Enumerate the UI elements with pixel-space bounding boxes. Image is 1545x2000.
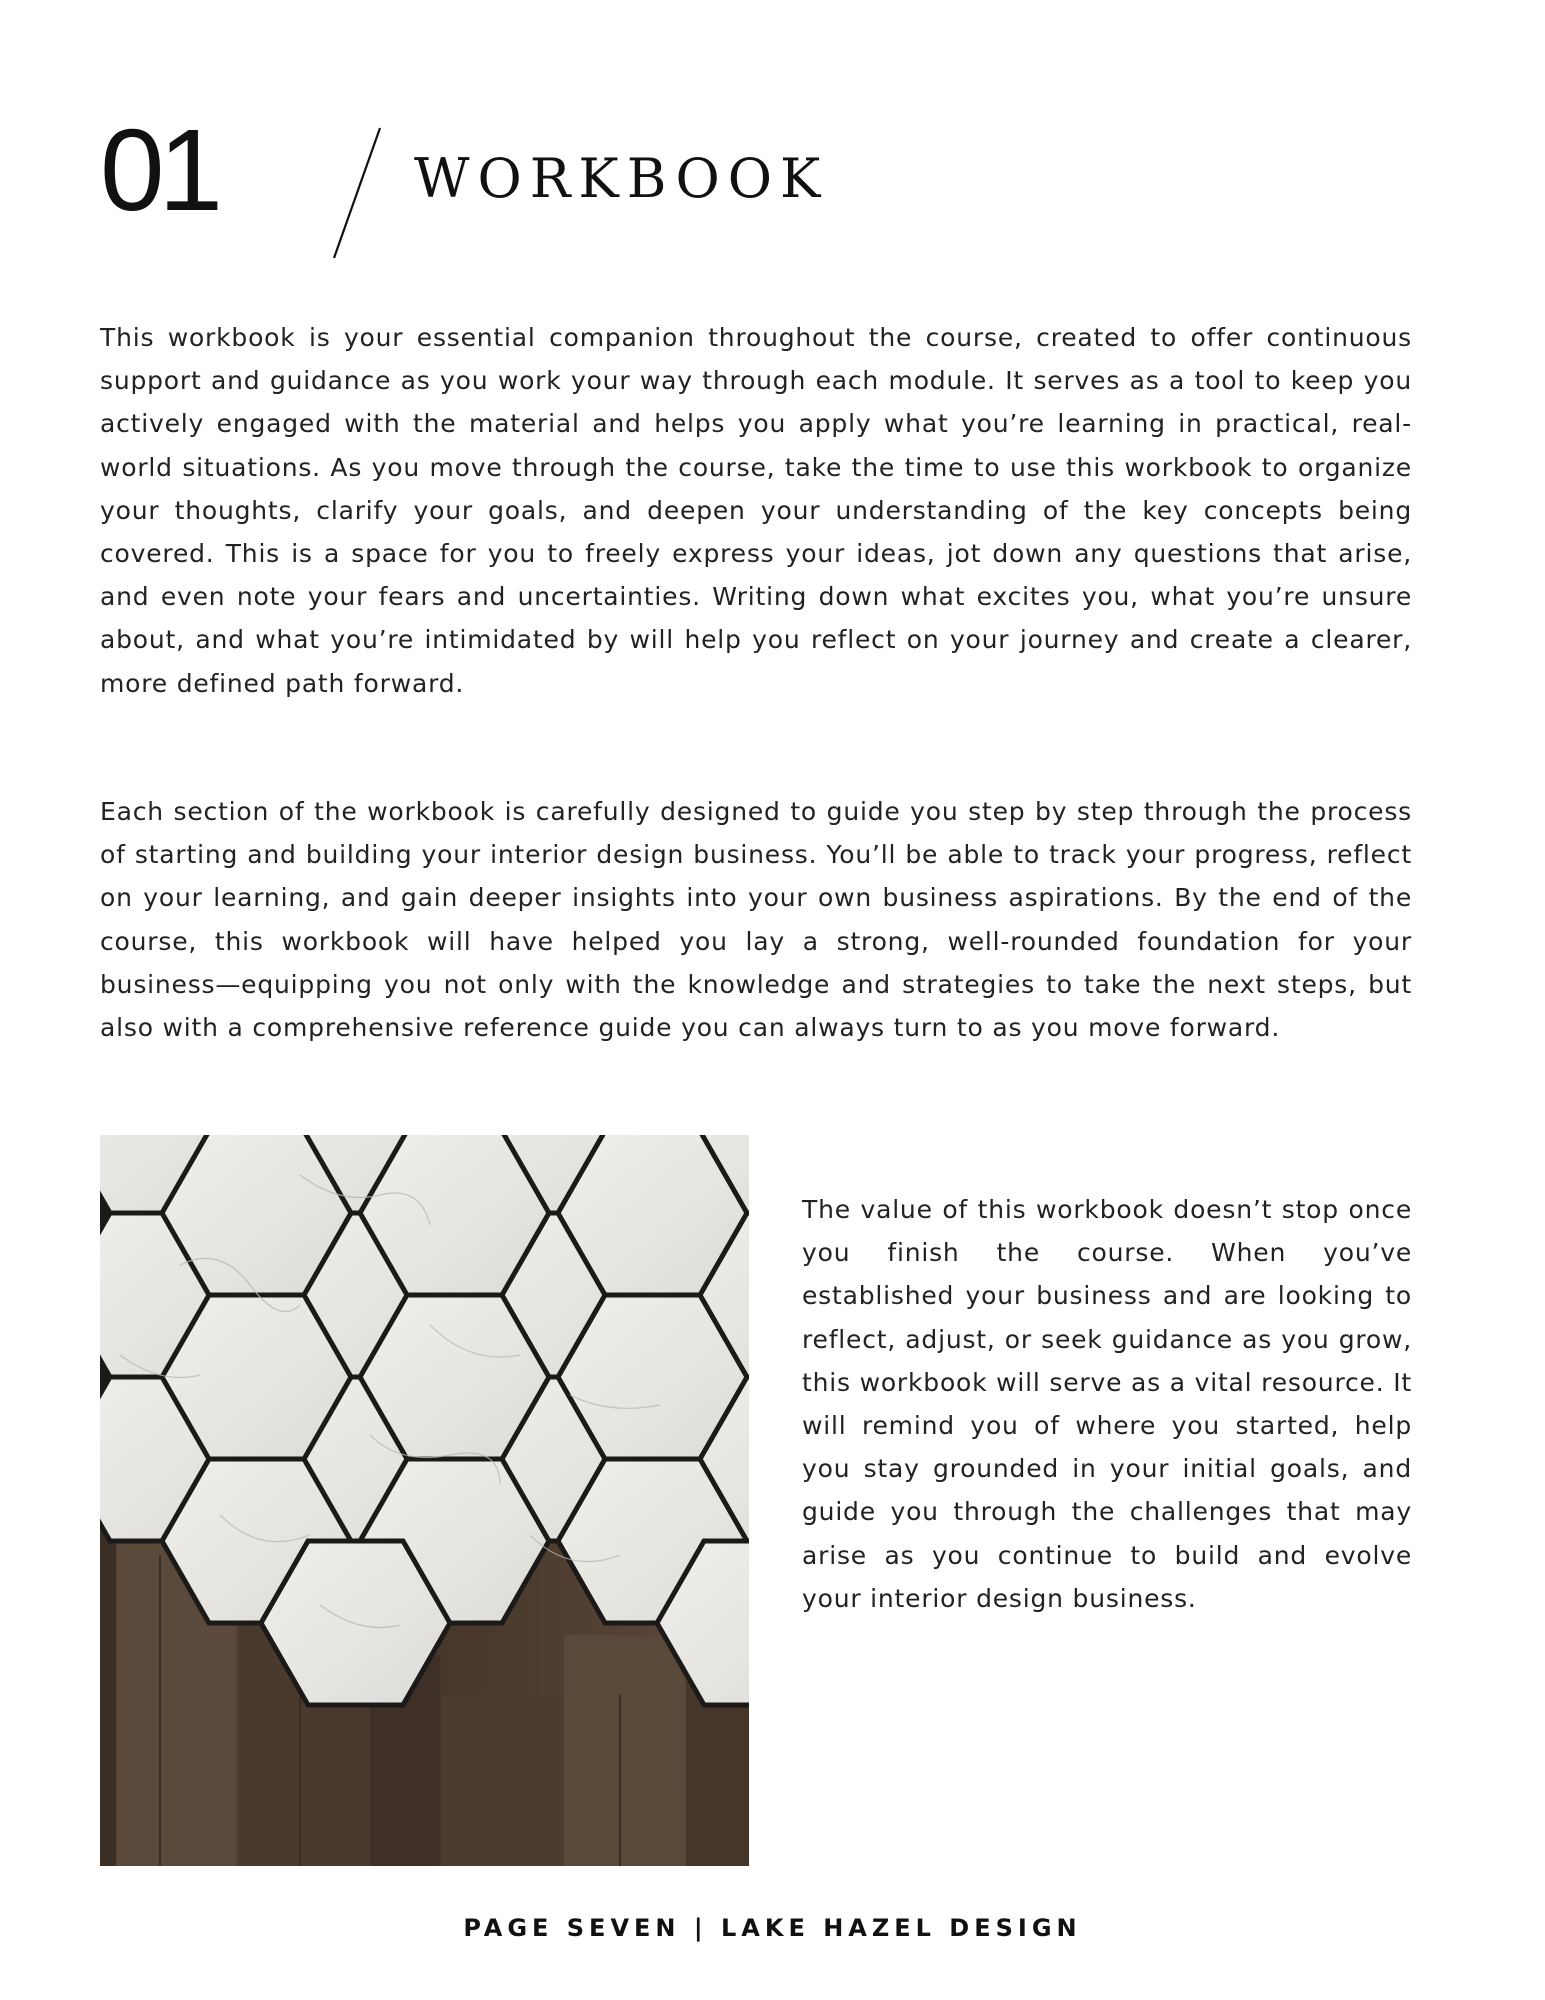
tile-floor-illustration bbox=[100, 1135, 749, 1866]
page-footer: PAGE SEVEN | LAKE HAZEL DESIGN bbox=[463, 1914, 1082, 1942]
chapter-number: 01 bbox=[100, 105, 218, 235]
hexagon-tile-floor-photo bbox=[100, 1135, 749, 1866]
intro-paragraph: This workbook is your essential companion throughout the course, created to offer continuous support and guidance as you work your way through each module. It serves as a tool to keep you actively engaged with the material and helps you apply what you’re learning in practical, real-world situations. As you move through the course, take the time to use this workbook to organize your thoughts, clarify your goals, and deepen your understanding of the key concepts being covered. This is a space for you to freely express your ideas, jot down any questions that arise, and even note your fears and uncertainties. Writing down what excites you, what you’re unsure about, and what you’re intimidated by will help you reflect on your journey and create a clearer, more defined path forward. bbox=[100, 323, 1412, 698]
value-paragraph: The value of this workbook doesn’t stop once you finish the course. When you’ve established your business and are looking to reflect, adjust, or seek guidance as you grow, this workbook will serve as a vital resource. It will remind you of where you started, help you stay grounded in your initial goals, and guide you through the challenges that may arise as you continue to build and evolve your interior design business. bbox=[802, 1195, 1412, 1613]
page-header bbox=[100, 105, 900, 262]
page-title: WORKBOOK bbox=[414, 147, 829, 210]
sections-paragraph: Each section of the workbook is carefully designed to guide you step by step through the process of starting and building your interior design business. You’ll be able to track your progress, reflect on your learning, and gain deeper insights into your own business aspirations. By the end of the course, this workbook will have helped you lay a strong, well-rounded foundation for your business—equipping you not only with the knowledge and strategies to take the next steps, but also with a comprehensive reference guide you can always turn to as you move forward. bbox=[100, 797, 1412, 1043]
title-slash-divider bbox=[328, 122, 388, 262]
